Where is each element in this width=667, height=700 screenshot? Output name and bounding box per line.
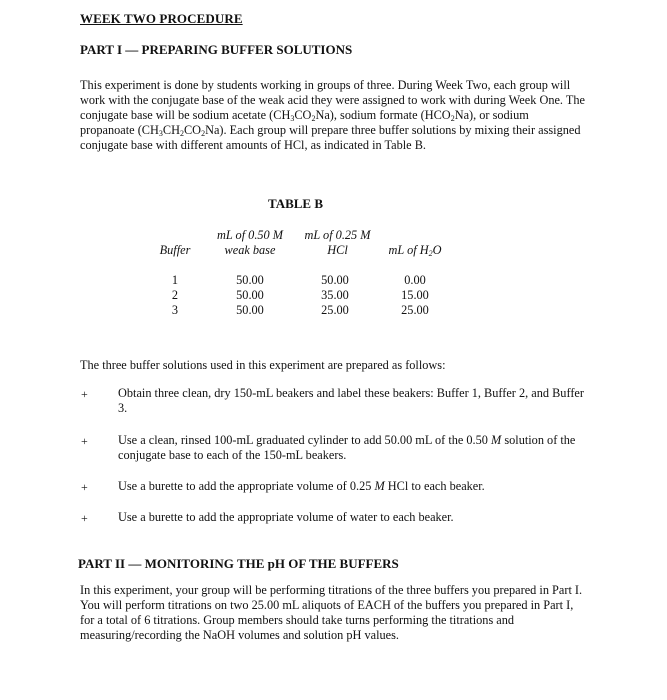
table-cell: 35.00	[321, 288, 349, 302]
bullet-mark: +	[81, 387, 88, 401]
part2-text: In this experiment, your group will be performing titrations of the three buffers you prepared in Part I. You will perform titrations on two 25.00 mL aliquots of EACH of the buffers you prepared in Part I, for a total of 6 titrations. Group members should take turns performing the titrations and measuring/recording the NaOH volumes and solution pH values.	[80, 583, 583, 642]
table-col-buffer	[160, 273, 190, 318]
table-cell: 3	[171, 303, 179, 317]
bullet-item-1: Obtain three clean, dry 150-mL beakers and label these beakers: Buffer 1, Buffer 2, and Buffer 3.	[118, 386, 584, 415]
table-cell: 1	[171, 273, 179, 287]
table-col-water	[385, 273, 445, 318]
table-cell: 25.00	[321, 303, 349, 317]
table-cell: 50.00	[236, 303, 264, 317]
table-header-buffer: Buffer	[159, 243, 191, 257]
bullet-item-2: Use a clean, rinsed 100-mL graduated cylinder to add 50.00 mL of the 0.50 M solution of the conjugate base to each of the 150-mL beakers.	[118, 433, 576, 462]
table-cell: 0.00	[404, 273, 426, 287]
table-header-hcl: mL of 0.25 M HCl	[304, 228, 371, 257]
page-heading: WEEK TWO PROCEDURE	[80, 11, 243, 26]
table-cell: 50.00	[236, 288, 264, 302]
table-header-weak-base: mL of 0.50 M weak base	[216, 228, 284, 257]
bullet-mark: +	[81, 434, 88, 448]
bullet-mark: +	[81, 511, 88, 525]
table-cell: 2	[171, 288, 179, 302]
table-cell: 50.00	[321, 273, 349, 287]
table-col-weak-base	[220, 273, 280, 318]
part2-title: PART II — MONITORING THE pH OF THE BUFFERS	[78, 556, 399, 571]
table-header-water: mL of $H_2O$	[388, 243, 442, 258]
table-cell: 50.00	[236, 273, 264, 287]
bullet-mark: +	[81, 480, 88, 494]
table-cell: 25.00	[401, 303, 429, 317]
bullet-item-3: Use a burette to add the appropriate volume of 0.25 M HCl to each beaker.	[118, 479, 485, 493]
table-title: TABLE B	[268, 196, 324, 211]
table-cell: 15.00	[401, 288, 429, 302]
prep-intro: The three buffer solutions used in this experiment are prepared as follows:	[80, 358, 446, 372]
table-col-hcl	[305, 273, 365, 318]
part1-title: PART I — PREPARING BUFFER SOLUTIONS	[80, 42, 353, 57]
bullet-item-4: Use a burette to add the appropriate volume of water to each beaker.	[118, 510, 454, 524]
part1-intro: This experiment is done by students working in groups of three. During Week Two, each group will work with the conjugate base of the weak acid they were assigned to work with during Week One. The conjugate base will be sodium acetate $(CH_3CO_2Na)$, sodium formate $(HCO_2Na)$, or sodium propanoate $(CH_3CH_2CO_2Na)$. Each group will prepare three buffer solutions by mixing their assigned conjugate base with different amounts of HCl, as indicated in Table B.	[80, 78, 585, 152]
